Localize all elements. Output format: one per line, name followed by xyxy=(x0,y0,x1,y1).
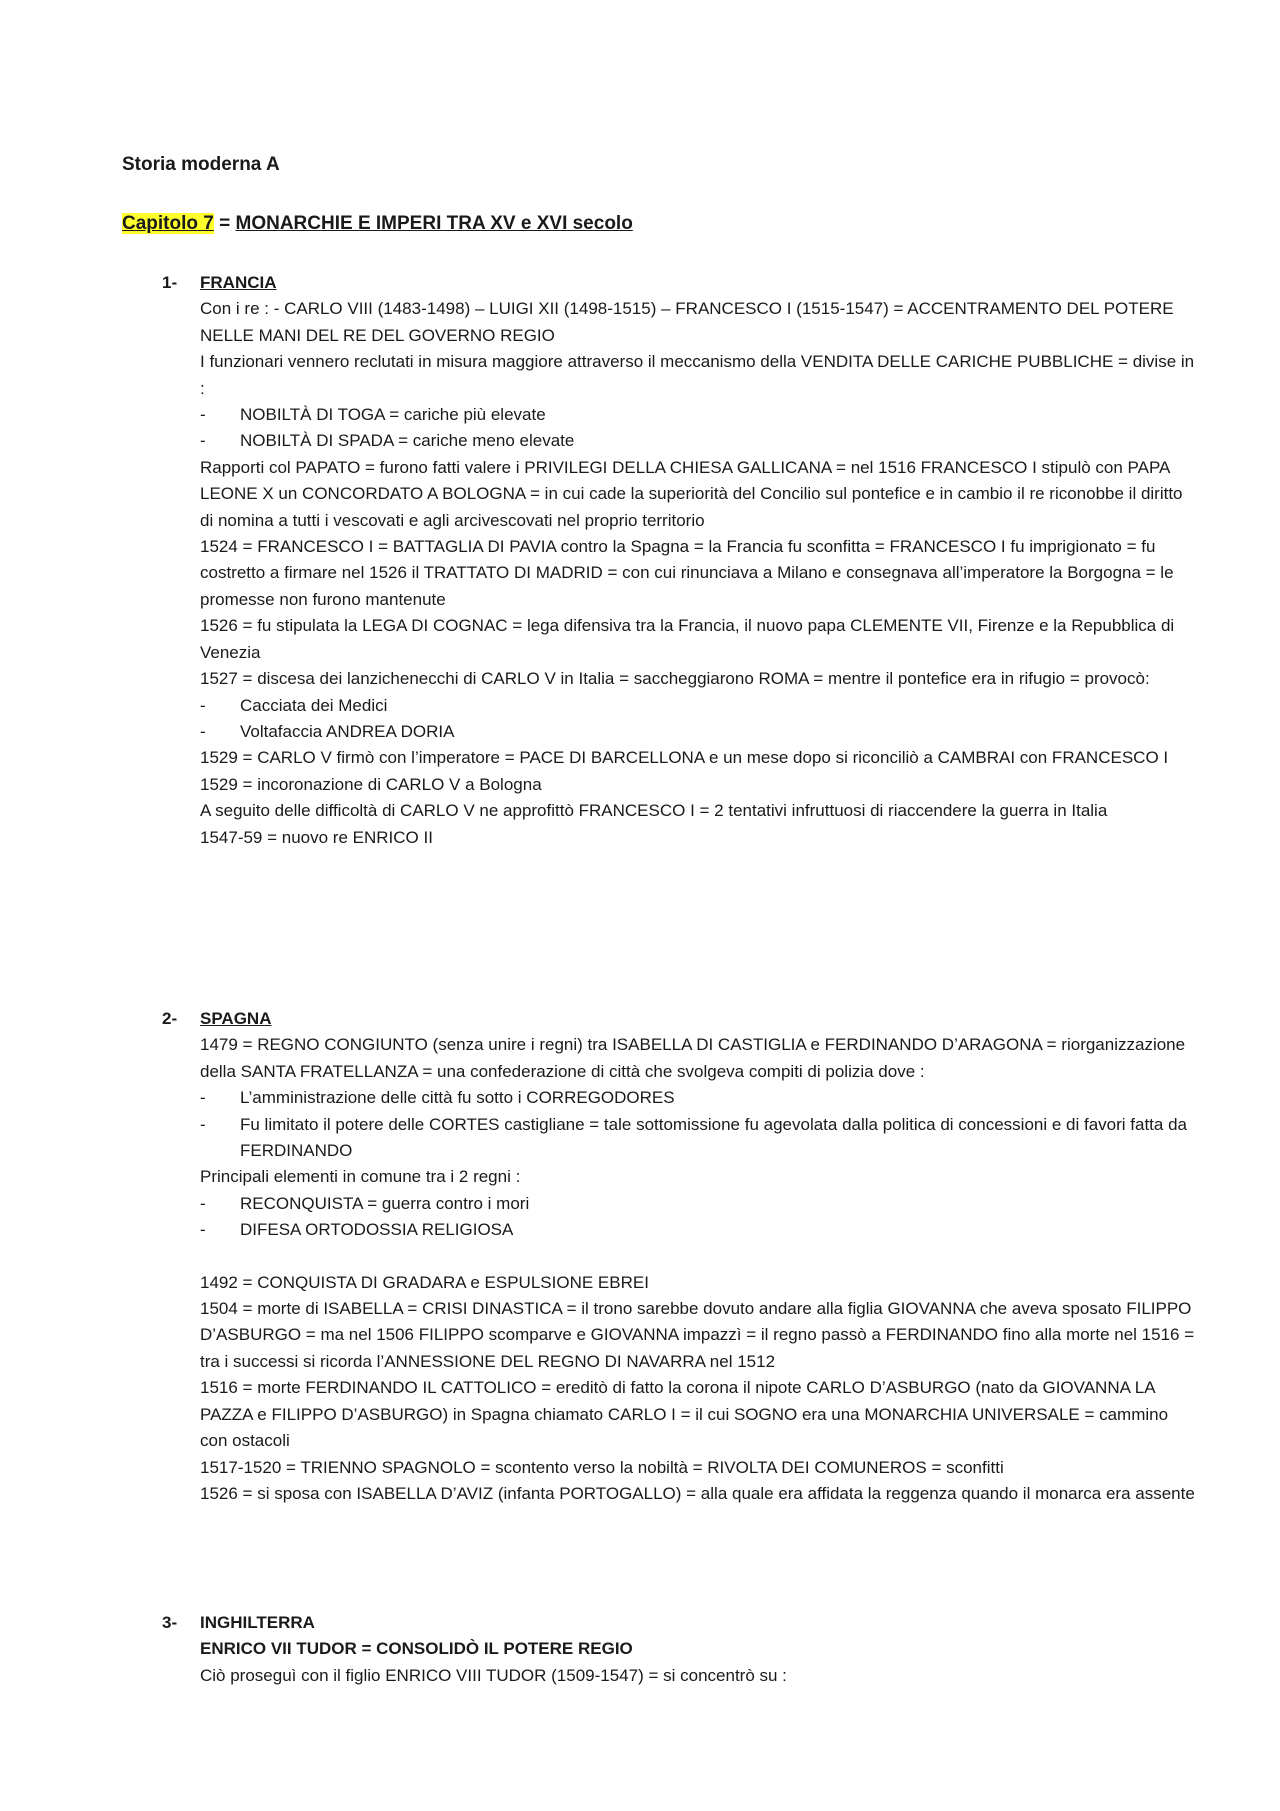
dash-bullet: - xyxy=(200,695,206,715)
list-item xyxy=(200,428,1200,454)
paragraph: ENRICO VII TUDOR = CONSOLIDÒ IL POTERE REGIO xyxy=(200,1639,633,1659)
paragraph: 1547-59 = nuovo re ENRICO II xyxy=(200,827,433,847)
dash-bullet: - xyxy=(200,1088,206,1108)
paragraph: 1529 = incoronazione di CARLO V a Bologna xyxy=(200,774,542,794)
paragraph: 1504 = morte di ISABELLA = CRISI DINASTICA = il trono sarebbe dovuto andare alla figlia GIOVANNA che aveva sposato FILIPPO D’ASBURGO = ma nel 1506 FILIPPO scomparve e GIOVANNA impazzì = il regno passò a FERDINANDO fino alla morte nel 1516 = tra i successi si ricorda l’ANNESSIONE DEL REGNO DI NAVARRA nel 1512 xyxy=(200,1299,1195,1371)
list-item xyxy=(200,693,1200,719)
paragraph: Ciò proseguì con il figlio ENRICO VIII TUDOR (1509-1547) = si concentrò su : xyxy=(200,1665,787,1685)
document-title: Storia moderna A xyxy=(122,154,280,175)
list-item xyxy=(200,1112,1200,1165)
dash-bullet: - xyxy=(200,1220,206,1240)
section-body xyxy=(200,1006,1200,1507)
list-item-text: Fu limitato il potere delle CORTES castigliane = tale sottomissione fu agevolata dalla politica di concessioni e di favori fatta da FERDINANDO xyxy=(240,1114,1187,1161)
dash-bullet: - xyxy=(200,405,206,425)
paragraph: Con i re : - CARLO VIII (1483-1498) – LUIGI XII (1498-1515) – FRANCESCO I (1515-1547) = ACCENTRAMENTO DEL POTERE NELLE MANI DEL RE DEL GOVERNO REGIO xyxy=(200,299,1174,345)
list-item-text: L’amministrazione delle città fu sotto i CORREGODORES xyxy=(240,1088,675,1108)
section-body xyxy=(200,270,1200,851)
list-item xyxy=(200,1085,1200,1111)
paragraph: 1479 = REGNO CONGIUNTO (senza unire i regni) tra ISABELLA DI CASTIGLIA e FERDINANDO D’ARAGONA = riorganizzazione della SANTA FRATELLANZA = una confederazione di città che svolgeva compiti di polizia dove : xyxy=(200,1035,1186,1081)
paragraph: I funzionari vennero reclutati in misura maggiore attraverso il meccanismo della VENDITA DELLE CARICHE PUBBLICHE = divise in : xyxy=(200,352,1195,398)
paragraph: 1516 = morte FERDINANDO IL CATTOLICO = ereditò di fatto la corona il nipote CARLO D’ASBURGO (nato da GIOVANNA LA PAZZA e FILIPPO D’ASBURGO) in Spagna chiamato CARLO I = il cui SOGNO era una MONARCHIA UNIVERSALE = cammino con ostacoli xyxy=(200,1378,1169,1451)
paragraph: 1529 = CARLO V firmò con l’imperatore = PACE DI BARCELLONA e un mese dopo si riconciliò a CAMBRAI con FRANCESCO I xyxy=(200,748,1169,768)
list-item xyxy=(200,1217,1200,1243)
dash-bullet: - xyxy=(200,431,206,451)
list-item xyxy=(200,719,1200,745)
chapter-heading xyxy=(122,213,633,235)
paragraph: 1517-1520 = TRIENNO SPAGNOLO = scontento verso la nobiltà = RIVOLTA DEI COMUNEROS = sconfitti xyxy=(200,1457,1004,1477)
list-item-text: NOBILTÀ DI TOGA = cariche più elevate xyxy=(240,405,546,425)
list-item-text: NOBILTÀ DI SPADA = cariche meno elevate xyxy=(240,431,575,451)
section-number: 2- xyxy=(162,1009,178,1028)
list-item xyxy=(200,402,1200,428)
paragraph: Principali elementi in comune tra i 2 regni : xyxy=(200,1167,521,1187)
list-item-text: Voltafaccia ANDREA DORIA xyxy=(240,721,455,741)
paragraph: 1527 = discesa dei lanzichenecchi di CARLO V in Italia = saccheggiarono ROMA = mentre il pontefice era in rifugio = provocò: xyxy=(200,669,1150,689)
section-body xyxy=(200,1610,1200,1689)
list-item-text: DIFESA ORTODOSSIA RELIGIOSA xyxy=(240,1220,514,1240)
chapter-separator: = xyxy=(213,213,236,234)
paragraph: 1492 = CONQUISTA DI GRADARA e ESPULSIONE EBREI xyxy=(200,1272,649,1292)
chapter-title: MONARCHIE E IMPERI TRA XV e XVI secolo xyxy=(235,213,633,234)
list-item-text: RECONQUISTA = guerra contro i mori xyxy=(240,1193,530,1213)
section-number: 1- xyxy=(162,273,178,292)
section-number: 3- xyxy=(162,1613,178,1632)
paragraph: 1526 = si sposa con ISABELLA D’AVIZ (infanta PORTOGALLO) = alla quale era affidata la reggenza quando il monarca era assente xyxy=(200,1483,1195,1503)
paragraph: 1524 = FRANCESCO I = BATTAGLIA DI PAVIA contro la Spagna = la Francia fu sconfitta = FRANCESCO I fu imprigionato = fu costretto a firmare nel 1526 il TRATTATO DI MADRID = con cui rinunciava a Milano e consegnava all’imperatore la Borgogna = le promesse non furono mantenute xyxy=(200,537,1174,609)
section-heading: SPAGNA xyxy=(200,1009,272,1028)
dash-bullet: - xyxy=(200,1114,206,1134)
spacer xyxy=(200,1244,1200,1270)
list-item xyxy=(200,1191,1200,1217)
chapter-label: Capitolo 7 xyxy=(122,213,214,234)
section-heading: FRANCIA xyxy=(200,273,277,292)
section-heading: INGHILTERRA xyxy=(200,1613,315,1632)
paragraph: A seguito delle difficoltà di CARLO V ne approfittò FRANCESCO I = 2 tentativi infruttuosi di riaccendere la guerra in Italia xyxy=(200,801,1108,821)
list-item-text: Cacciata dei Medici xyxy=(240,695,388,715)
dash-bullet: - xyxy=(200,721,206,741)
paragraph: 1526 = fu stipulata la LEGA DI COGNAC = lega difensiva tra la Francia, il nuovo papa CLEMENTE VII, Firenze e la Repubblica di Venezia xyxy=(200,616,1175,662)
paragraph: Rapporti col PAPATO = furono fatti valere i PRIVILEGI DELLA CHIESA GALLICANA = nel 1516 FRANCESCO I stipulò con PAPA LEONE X un CONCORDATO A BOLOGNA = in cui cade la superiorità del Concilio sul pontefice e in cambio il re riconobbe il diritto di nomina a tutti i vescovati e agli arcivescovati nel proprio territorio xyxy=(200,457,1183,530)
dash-bullet: - xyxy=(200,1193,206,1213)
